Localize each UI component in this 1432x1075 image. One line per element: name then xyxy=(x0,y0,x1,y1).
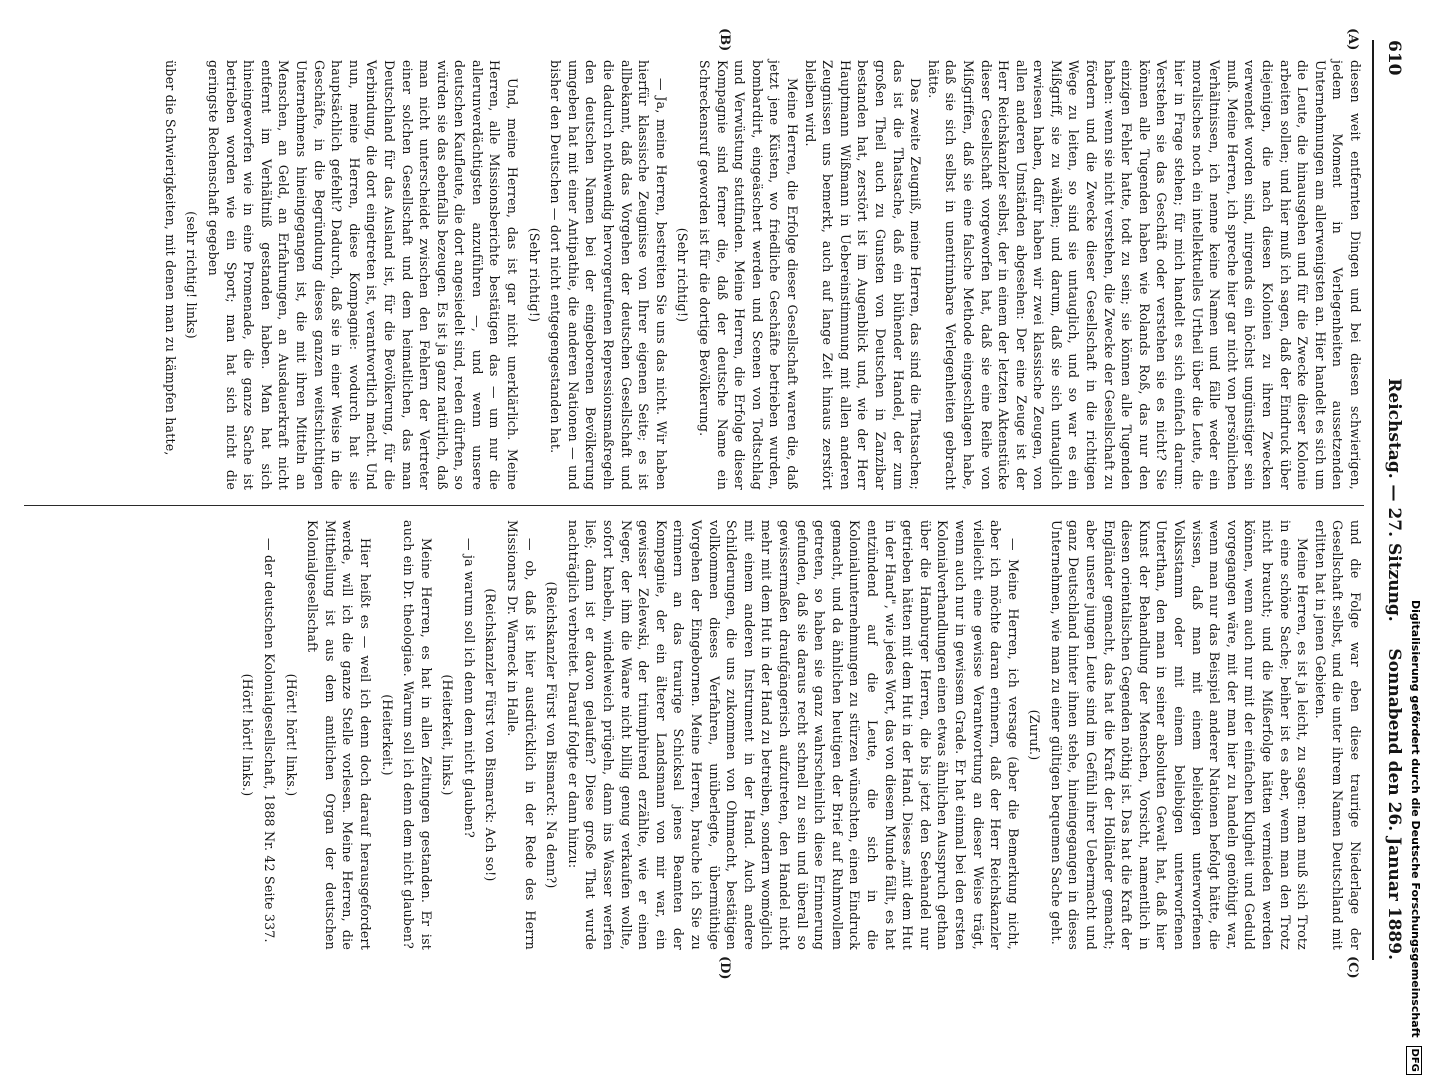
interjection: (Hört! hört! links.) xyxy=(283,673,299,797)
margin-mark-d: (D) xyxy=(717,956,732,980)
interjection: (Reichskanzler Fürst von Bismarck: Na denn?) xyxy=(544,581,560,889)
page-header xyxy=(1370,40,1404,960)
paragraph: — Ja, meine Herren, bestreiten Sie uns das nicht. Wir haben hierfür klassische Zeugnisse von Ihrer eigenen Seite; es ist allbekannt, daß das Vorgehen der deutschen Gesellschaft und die dadurch nothwendig hervorgerufenen Repressionsmaßregeln den deutschen Namen bei der eingeborenen Bevölkerung umgeben hat mit einer Antipathie, die anderen Nationen — und bisher den Deutschen — dort nicht entgegengestanden hat. xyxy=(548,60,669,490)
paragraph: über die Schwierigkeiten, mit denen man zu kämpfen hatte, xyxy=(162,60,178,456)
margin-mark-a: (A) xyxy=(1345,28,1360,51)
interjection: (Sehr richtig!) xyxy=(526,227,542,323)
paragraph: — Meine Herren, ich versage (aber die Bemerkung nicht, aber ich möchte daran erinnern, daß der Herr Reichskanzler vielleicht eine gewisse Verantwortung an dieser Weise trägt, wenn auch nur in gewissem Grade. Er hat einmal bei den ersten Kolonialverhandlungen einen etwas ähnlichen Ausspruch gethan über die Hamburger Herren, die bis jetzt den Seehandel nur getrieben hätten mit dem Hut in der Hand. Dieses „mit dem Hut in der Hand", wie jedes Wort, das von diesem Munde fällt, es hat entzündend auf die Leute, die sich in die Kolonialunternehmungen zu stürzen wünschten, einen Eindruck gemacht, und da ähnlichen heutigen der Brief auf Ruhmvollem getreten, so haben sie ganz wahrscheinlich diese Erinnerung gefunden, daß sie daraus recht schnell zu sein und überall so gewissermaßen draufgängerisch aufzutreten, den Handel nicht mehr mit dem Hut in der Hand zu betreiben, sondern womöglich mit einem anderen Instrument in der Hand. Auch andere Schilderungen, die uns zukommen von Ohnmacht, bestätigen vollkommen dieses Verfahren, unüberlegte, übermüthige Vorgehen der Eingebornen. Meine Herren, brauche ich Sie zu erinnern an das traurige Schicksal jenes Beamten der Kompagnie, der ein älterer Landsmann von mir war, ein gewisser Zelewski, der triumphirend erzählte, wie er einen Neger, der ihm die Waare nicht billig genug verkaufen wollte, sofort knebeln, windelweich prügeln, dann ins Wasser werfen ließ; dann ist er davon gelaufen? Diese große That wurde nachträglich verbreitet. Darauf folgte er dann hinzu: xyxy=(565,520,1021,950)
interjection: (Heiterkeit, links.) xyxy=(440,674,456,796)
paragraph: Meine Herren, die Erfolge dieser Gesellschaft waren die, daß jetzt jene Küsten, wo friedliche Geschäfte betrieben wurden, bombardirt, eingeäschert werden und Scenen von Todtschlag und Verwüstung stattfinden. Meine Herren, die Erfolge dieser Kompagnie sind ferner die, daß der deutsche Name ein Schreckensruf geworden ist für die dortige Bevölkerung. xyxy=(697,60,800,490)
interjection: (sehr richtig! links) xyxy=(184,211,200,339)
page-number: 610 xyxy=(1384,40,1404,76)
interjection: (Hört! hört! links.) xyxy=(240,673,256,797)
interjection: (Sehr richtig!) xyxy=(675,227,691,323)
paragraph: Und, meine Herren, das ist gar nicht unerklärlich. Meine Herren, alle Missionsberichte bestätigen das — um nur die allerunverdächtigsten anzuführen —, und wenn unsere deutschen Kaufleute, die dort angesiedelt sind, reden dürften, so würden sie das ebenfalls bezeugen. Es ist ja ganz natürlich, daß man nicht unterscheidet zwischen den Fehlern der Vertreter einer solchen Gesellschaft und dem heimatlichen, das man Deutschland für das Ausland ist, für die Bevölkerung, für die Verbindung, die dort eingetreten ist, verantwortlich macht. Und nun, meine Herren, diese Kompagnie: wodurch hat sie hauptsächlich gefehlt? Dadurch, daß sie in einer Weise in die Geschäfte, in die Begründung dieses ganzen weitschichtigen Unternehmens hineingegangen ist, die mit ihren Mitteln an Menschen, an Geld, an Erfahrungen, an Ausdauerkraft nicht entfernt im Verhältniß gestanden haben. Man hat sich hineingeworfen wie in eine Promenade, die ganze Sache ist betrieben worden wie ein Sport; man hat sich nicht die geringste Rechenschaft gegeben xyxy=(206,60,521,490)
paragraph: — ob, daß ist hier ausdrücklich in der Rede des Herrn Missionars Dr. Warneck in Halle. xyxy=(505,520,538,950)
interjection: (Reichskanzler Fürst von Bismarck: Ach so!) xyxy=(483,588,499,882)
margin-mark-c: (C) xyxy=(1345,956,1360,979)
digitization-credit: Digitalisierung gefördert durch die Deutsche Forschungsgemeinschaft xyxy=(1409,600,1422,1038)
running-title: Reichstag. — 27. Sitzung. xyxy=(1384,378,1404,622)
interjection: (Zuruf.) xyxy=(1027,709,1043,761)
paragraph: und die Folge war eben diese traurige Niederlage der Gesellschaft selbst, und die unter ihrem Namen Deutschland mit erlitten hat in jenen Gebieten. xyxy=(1312,520,1363,950)
right-column xyxy=(24,520,1364,950)
paragraph: Hier heißt es — weil ich denn doch darauf herausgefordert werde, will ich die ganze Stelle vorlesen. Meine Herren, die Mittheilung ist aus dem amtlichen Organ der deutschen Kolonialgesellschaft xyxy=(305,520,373,950)
left-column xyxy=(24,60,1364,490)
header-rule xyxy=(1372,40,1374,960)
paragraph: Das zweite Zeugniß, meine Herren, das sind die Thatsachen; das ist die Thatsache, daß ein blühender Handel, der zum großen Theil auch zu Gunsten von Deutschen in Zanzibar bestanden hat, zerstört ist im Augenblick und, wie der Herr Hauptmann Wißmann in Uebereinstimmung mit allen anderen Zeugnissen uns bemerkt, auch auf lange Zeit hinaus zerstört bleiben wird. xyxy=(802,60,924,490)
paragraph: Meine Herren, es hat in allen Zeitungen gestanden. Er ist auch ein Dr. theologiae. Warum soll ich denn dem nicht glauben? xyxy=(401,520,434,950)
paragraph: — der deutschen Kolonialgesellschaft, 1888 Nr. 42 Seite 337. xyxy=(261,538,277,943)
paragraph: diesen weit entfernten Dingen und bei diesen schwierigen, jedem Moment in Verlegenheiten aussetzenden Unternehmungen am allerwenigsten an. Hier handelt es sich um die Leute, die hinausgehen und für die Zwecke dieser Kolonie arbeiten sollen; und hier muß ich sagen, daß der Eindruck über diejenigen, die nach diesen Kolonien zu ihren Zwecken verwendet worden sind, nirgends ein höchst ungünstiger sein muß. Meine Herren, ich spreche hier gar nicht von persönlichen Verhältnissen, ich nenne keine Namen und fälle weder ein moralisches noch ein intellektuelles Urtheil über die Leute, die hier in Frage stehen; für mich handelt es sich einfach darum: Verstehen sie das Geschäft oder verstehen sie es nicht? Sie können alle Tugenden haben wie Rolands Roß, das nur den einzigen Fehler hatte, todt zu sein; sie können alle Tugenden haben: wenn sie nicht verstehen, die Zwecke der Gesellschaft zu fördern und die Zwecke dieser Gesellschaft in die richtigen Wege zu leiten, so sind sie untauglich, und so war es ein Mißgriff, sie zu wählen; und darum, daß sie sich untauglich erwiesen haben, dafür haben wir zwei klassische Zeugen, von allen anderen Umständen abgesehen: Der eine Zeuge ist der Herr Reichskanzler selbst, der in einem der letzten Aktenstücke dieser Gesellschaft vorgeworfen hat, daß sie eine Reihe von Mißgriffen, daß sie eine falsche Methode eingeschlagen habe, daß sie sich selbst in unentrinnbare Verlegenheiten gebracht hätte. xyxy=(925,60,1363,490)
column-separator xyxy=(24,505,1364,506)
header-date: Sonnabend den 26. Januar 1889. xyxy=(1384,648,1404,960)
dfg-logo: DFG xyxy=(1406,1046,1422,1075)
paragraph: Meine Herren, es ist ja leicht, zu sagen: man muß sich Trotz in eine schöne Sache; beiher ist es aber, wenn man den Trotz nicht braucht; und die Mißerfolge hätten vermieden werden können, wenn auch nur mit der einfachen Klugheit und Geduld vorgegangen wäre, mit der man hier zu handeln genöthigt war, wenn man nur das Beispiel anderer Nationen befolgt hätte, die wissen, daß man mit einem beliebigen unterworfenen Volksstamm oder mit einem beliebigen unterworfenen Unterthan, den man in seiner absoluten Gewalt hat, daß hier Kunst der Behandlung der Menschen, Vorsicht, namentlich in diesen orientalischen Gegenden nöthig ist. Das hat die Kraft der Engländer gemacht, das hat die Kraft der Holländer gemacht; aber unsere jungen Leute sind im Gefühl ihrer Uebermacht und ganz Deutschland hinter ihnen stehe, hineingegangen in dieses Unternehmen, wie man zu einer gültigen bequemen Sache geht. xyxy=(1048,520,1311,950)
margin-mark-b: (B) xyxy=(717,28,732,52)
paragraph: — ja warum soll ich denn dem nicht glauben? xyxy=(461,538,477,838)
digitization-stamp xyxy=(1404,600,1426,1072)
interjection: (Heiterkeit.) xyxy=(379,694,395,776)
